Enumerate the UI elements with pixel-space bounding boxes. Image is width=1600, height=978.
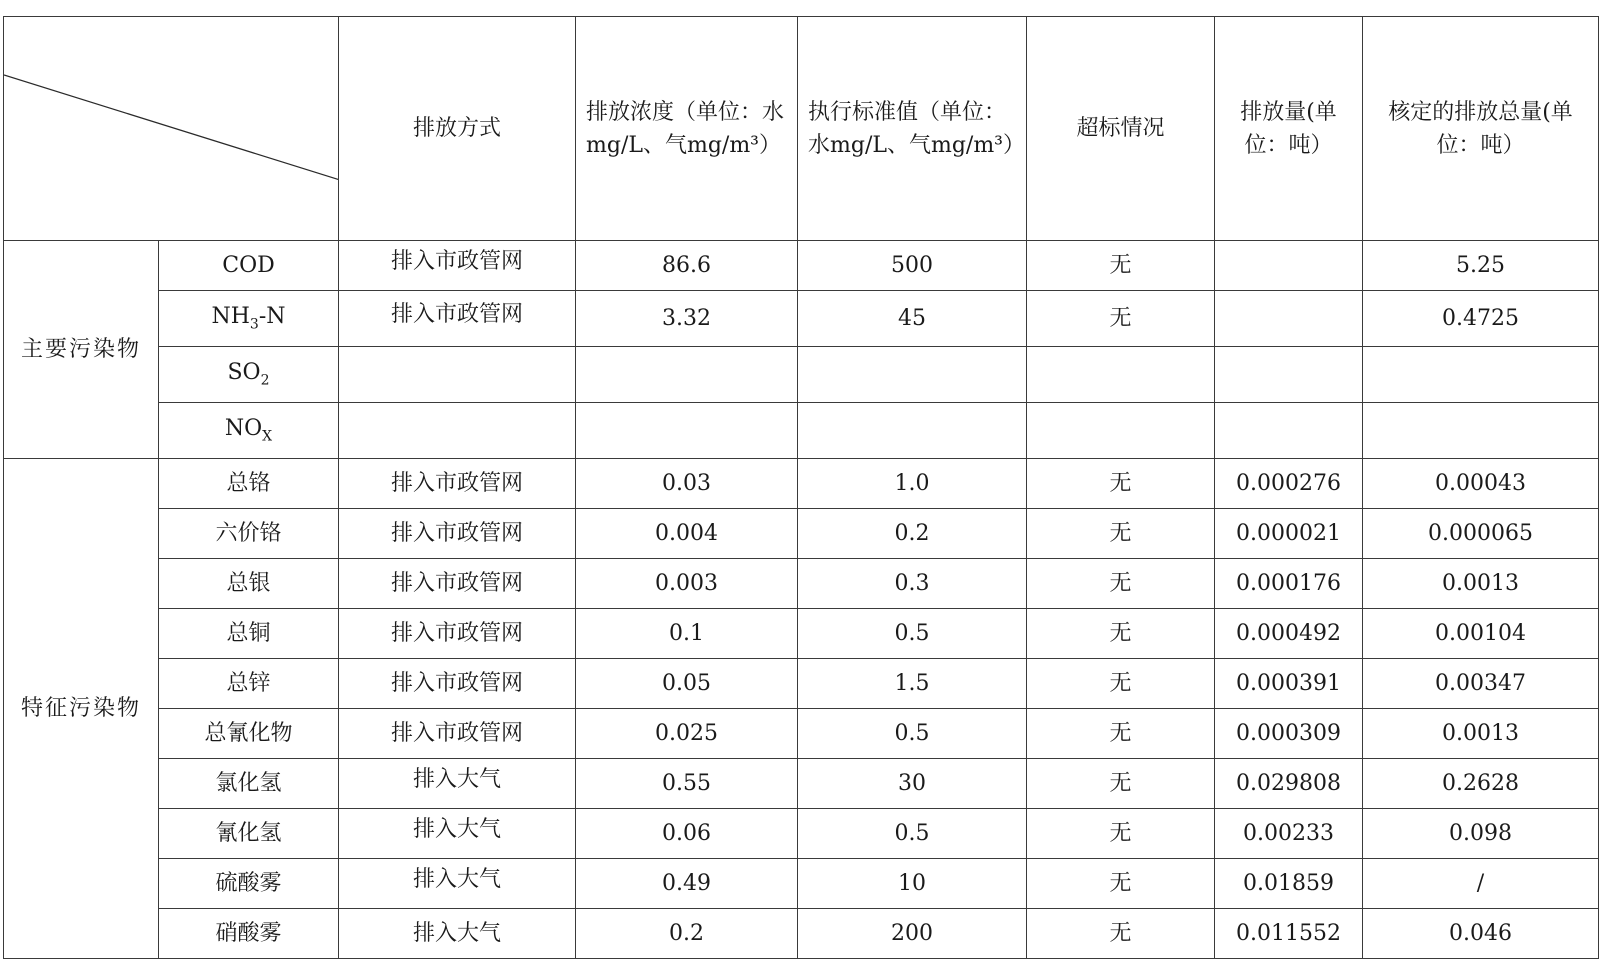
emission-concentration: 0.05 (576, 659, 798, 709)
group-main-pollutants: 主要污染物 (4, 241, 159, 459)
standard-value: 10 (798, 859, 1027, 909)
emission-method: 排入市政管网 (339, 659, 576, 709)
emission-method: 排入市政管网 (339, 709, 576, 759)
approved-total: 0.00104 (1363, 609, 1599, 659)
approved-total (1363, 403, 1599, 459)
exceed-status (1027, 403, 1215, 459)
table-row (4, 759, 1599, 809)
pollutant-emission-table (3, 16, 1599, 959)
emission-amount: 0.000492 (1215, 609, 1363, 659)
emission-amount: 0.029808 (1215, 759, 1363, 809)
emission-concentration: 0.1 (576, 609, 798, 659)
approved-total: 0.00347 (1363, 659, 1599, 709)
standard-value: 0.3 (798, 559, 1027, 609)
emission-amount: 0.000309 (1215, 709, 1363, 759)
emission-method: 排入市政管网 (339, 459, 576, 509)
header-standard: 执行标准值（单位：水mg/L、气mg/m³） (798, 17, 1027, 241)
standard-value: 45 (798, 291, 1027, 347)
pollutant-emission-table-sheet (3, 16, 1598, 978)
exceed-status: 无 (1027, 909, 1215, 959)
standard-value: 0.5 (798, 809, 1027, 859)
emission-amount: 0.011552 (1215, 909, 1363, 959)
approved-total: 0.0013 (1363, 709, 1599, 759)
emission-amount: 0.000276 (1215, 459, 1363, 509)
emission-amount (1215, 403, 1363, 459)
standard-value (798, 347, 1027, 403)
approved-total: / (1363, 859, 1599, 909)
table-row (4, 347, 1599, 403)
emission-amount (1215, 241, 1363, 291)
emission-amount: 0.000391 (1215, 659, 1363, 709)
table-row (4, 241, 1599, 291)
emission-method: 排入大气 (339, 809, 576, 859)
header-concentration: 排放浓度（单位：水mg/L、气mg/m³） (576, 17, 798, 241)
table-row (4, 403, 1599, 459)
emission-method: 排入市政管网 (339, 241, 576, 291)
pollutant-name: $SO_2$ (159, 347, 339, 403)
diagonal-slash-line (4, 17, 339, 240)
table-row (4, 909, 1599, 959)
standard-value: 30 (798, 759, 1027, 809)
exceed-status: 无 (1027, 659, 1215, 709)
diagonal-header-cell (4, 17, 339, 241)
header-amount: 排放量(单位：吨） (1215, 17, 1363, 241)
pollutant-name: 氯化氢 (159, 759, 339, 809)
emission-amount: 0.000176 (1215, 559, 1363, 609)
table-row (4, 659, 1599, 709)
emission-concentration (576, 347, 798, 403)
pollutant-name: 氰化氢 (159, 809, 339, 859)
emission-amount: 0.000021 (1215, 509, 1363, 559)
exceed-status: 无 (1027, 759, 1215, 809)
exceed-status: 无 (1027, 709, 1215, 759)
emission-amount: 0.00233 (1215, 809, 1363, 859)
emission-method: 排入大气 (339, 759, 576, 809)
emission-method: 排入市政管网 (339, 559, 576, 609)
group-characteristic-pollutants: 特征污染物 (4, 459, 159, 959)
table-row (4, 509, 1599, 559)
standard-value: 1.0 (798, 459, 1027, 509)
pollutant-name: COD (159, 241, 339, 291)
pollutant-name: $NH_3-N$ (159, 291, 339, 347)
emission-concentration (576, 403, 798, 459)
emission-method: 排入市政管网 (339, 291, 576, 347)
pollutant-name: 总氰化物 (159, 709, 339, 759)
pollutant-name: 总铜 (159, 609, 339, 659)
exceed-status: 无 (1027, 509, 1215, 559)
exceed-status: 无 (1027, 459, 1215, 509)
approved-total: 0.4725 (1363, 291, 1599, 347)
emission-method (339, 403, 576, 459)
emission-concentration: 0.49 (576, 859, 798, 909)
emission-method: 排入大气 (339, 909, 576, 959)
emission-method: 排入市政管网 (339, 509, 576, 559)
approved-total: 5.25 (1363, 241, 1599, 291)
exceed-status: 无 (1027, 291, 1215, 347)
emission-method: 排入大气 (339, 859, 576, 909)
emission-concentration: 0.003 (576, 559, 798, 609)
pollutant-name: 硫酸雾 (159, 859, 339, 909)
emission-concentration: 0.55 (576, 759, 798, 809)
pollutant-name: 总铬 (159, 459, 339, 509)
standard-value: 0.2 (798, 509, 1027, 559)
approved-total: 0.2628 (1363, 759, 1599, 809)
emission-amount (1215, 291, 1363, 347)
exceed-status: 无 (1027, 559, 1215, 609)
table-row (4, 459, 1599, 509)
emission-method: 排入市政管网 (339, 609, 576, 659)
pollutant-name: 总锌 (159, 659, 339, 709)
pollutant-name: 硝酸雾 (159, 909, 339, 959)
standard-value: 200 (798, 909, 1027, 959)
standard-value: 1.5 (798, 659, 1027, 709)
exceed-status: 无 (1027, 809, 1215, 859)
table-row (4, 559, 1599, 609)
exceed-status: 无 (1027, 241, 1215, 291)
approved-total: 0.098 (1363, 809, 1599, 859)
exceed-status: 无 (1027, 859, 1215, 909)
emission-concentration: 0.2 (576, 909, 798, 959)
emission-concentration: 3.32 (576, 291, 798, 347)
header-approved: 核定的排放总量(单位：吨） (1363, 17, 1599, 241)
header-exceed: 超标情况 (1027, 17, 1215, 241)
header-method: 排放方式 (339, 17, 576, 241)
approved-total (1363, 347, 1599, 403)
emission-concentration: 86.6 (576, 241, 798, 291)
exceed-status: 无 (1027, 609, 1215, 659)
emission-amount (1215, 347, 1363, 403)
pollutant-name: 六价铬 (159, 509, 339, 559)
standard-value (798, 403, 1027, 459)
table-row (4, 809, 1599, 859)
table-row (4, 709, 1599, 759)
pollutant-name: $NO_X$ (159, 403, 339, 459)
emission-method (339, 347, 576, 403)
approved-total: 0.046 (1363, 909, 1599, 959)
table-row (4, 609, 1599, 659)
emission-concentration: 0.025 (576, 709, 798, 759)
table-row (4, 859, 1599, 909)
exceed-status (1027, 347, 1215, 403)
emission-concentration: 0.03 (576, 459, 798, 509)
emission-amount: 0.01859 (1215, 859, 1363, 909)
table-row (4, 291, 1599, 347)
pollutant-name: 总银 (159, 559, 339, 609)
emission-concentration: 0.06 (576, 809, 798, 859)
approved-total: 0.000065 (1363, 509, 1599, 559)
standard-value: 0.5 (798, 609, 1027, 659)
emission-concentration: 0.004 (576, 509, 798, 559)
standard-value: 500 (798, 241, 1027, 291)
approved-total: 0.0013 (1363, 559, 1599, 609)
standard-value: 0.5 (798, 709, 1027, 759)
header-row (4, 17, 1599, 241)
approved-total: 0.00043 (1363, 459, 1599, 509)
